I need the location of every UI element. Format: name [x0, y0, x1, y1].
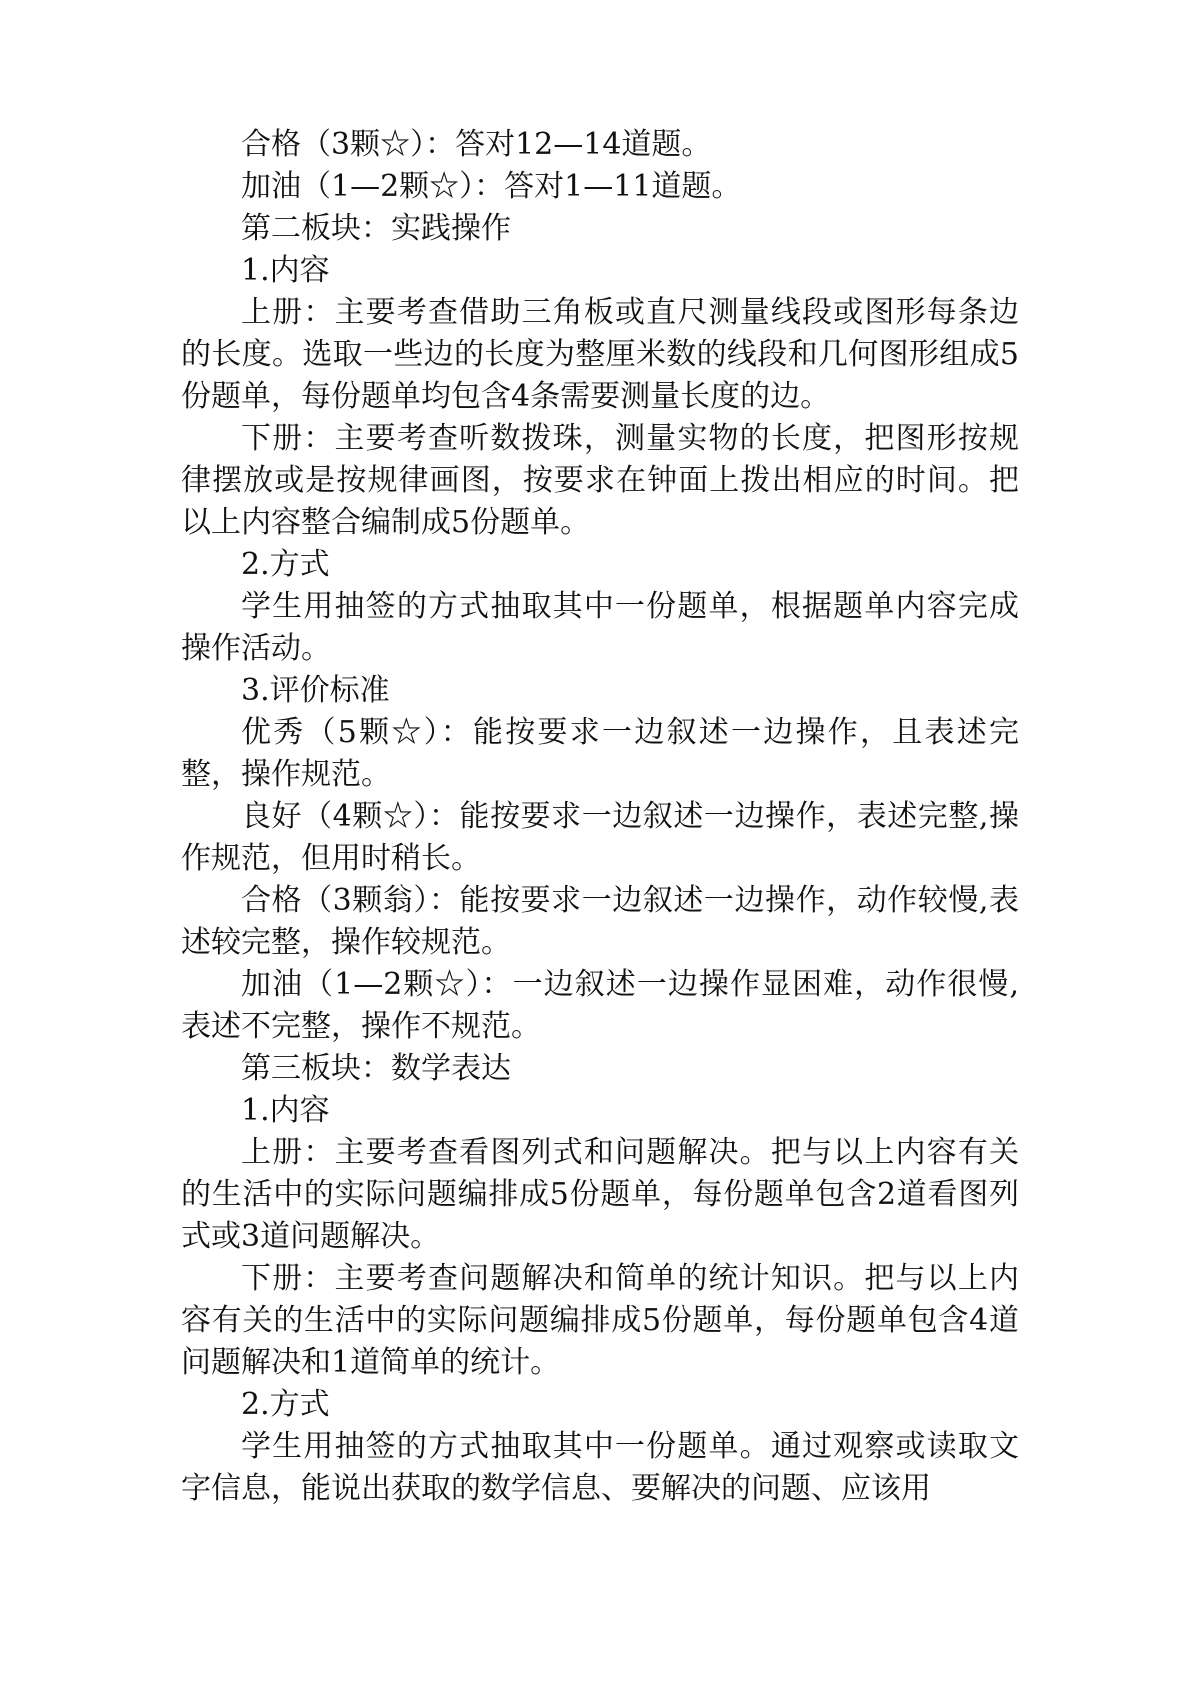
paragraph-method: 学生用抽签的方式抽取其中一份题单。通过观察或读取文字信息，能说出获取的数学信息、要解决的问题、应该用	[181, 1429, 1019, 1506]
subheading-content: 1.内容	[241, 253, 330, 288]
paragraph-volume-two: 下册：主要考查听数拨珠，测量实物的长度，把图形按规律摆放或是按规律画图，按要求在钟面上拨出相应的时间。把以上内容整合编制成5份题单。	[181, 421, 1019, 540]
paragraph-try-harder: 加油（1—2颗☆）：一边叙述一边操作显困难，动作很慢,表述不完整，操作不规范。	[181, 967, 1019, 1044]
paragraph-volume-one: 上册：主要考查看图列式和问题解决。把与以上内容有关的生活中的实际问题编排成5份题单，每份题单包含2道看图列式或3道问题解决。	[181, 1135, 1019, 1254]
section-heading-practice: 第二板块：实践操作	[241, 211, 511, 246]
paragraph-good: 良好（4颗☆）：能按要求一边叙述一边操作，表述完整,操作规范，但用时稍长。	[181, 799, 1019, 876]
subheading-method: 2.方式	[241, 547, 330, 582]
paragraph-pass: 合格（3颗翁）：能按要求一边叙述一边操作，动作较慢,表述较完整，操作较规范。	[181, 883, 1019, 960]
subheading-method: 2.方式	[241, 1387, 330, 1422]
document-body	[181, 124, 1019, 1510]
paragraph-method: 学生用抽签的方式抽取其中一份题单，根据题单内容完成操作活动。	[181, 589, 1019, 666]
section-heading-math-expression: 第三板块：数学表达	[241, 1051, 511, 1086]
paragraph-pass-grade: 合格（3颗☆）：答对12—14道题。	[241, 127, 712, 162]
paragraph-excellent: 优秀（5颗☆）：能按要求一边叙述一边操作，且表述完整，操作规范。	[181, 715, 1019, 792]
paragraph-volume-one: 上册：主要考查借助三角板或直尺测量线段或图形每条边的长度。选取一些边的长度为整厘米数的线段和几何图形组成5份题单，每份题单均包含4条需要测量长度的边。	[181, 295, 1019, 414]
paragraph-volume-two: 下册：主要考查问题解决和简单的统计知识。把与以上内容有关的生活中的实际问题编排成5份题单，每份题单包含4道问题解决和1道简单的统计。	[181, 1261, 1019, 1380]
subheading-content: 1.内容	[241, 1093, 330, 1128]
paragraph-try-harder-grade: 加油（1—2颗☆）：答对1—11道题。	[241, 169, 742, 204]
subheading-criteria: 3.评价标准	[241, 673, 390, 708]
